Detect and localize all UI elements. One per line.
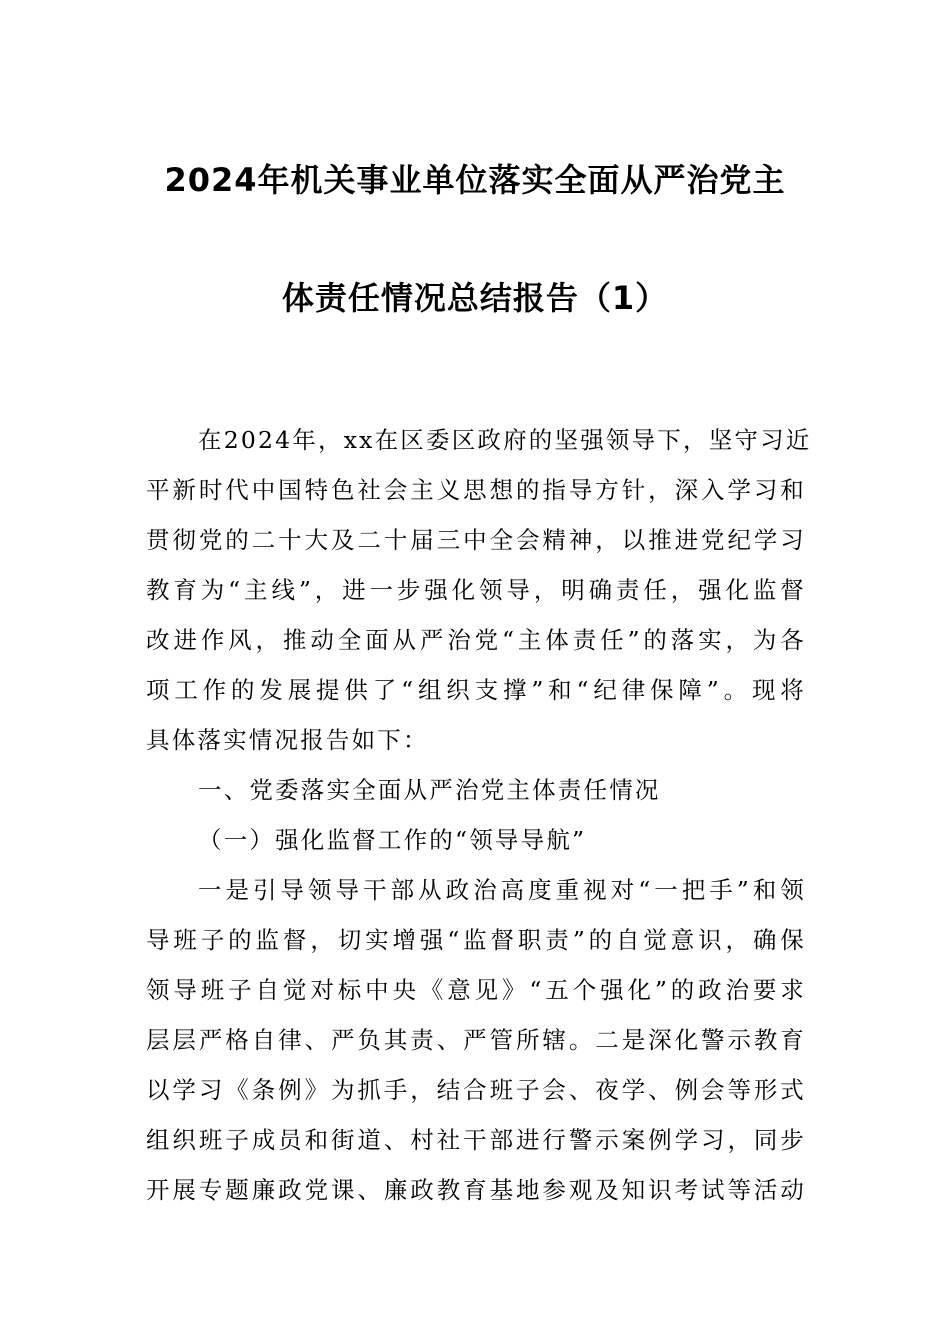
intro-line: 贯彻党的二十大及二十届三中全会精神，以推进党纪学习: [146, 526, 806, 554]
intro-line: 具体落实情况报告如下：: [146, 726, 429, 754]
intro-line: 改进作风，推动全面从严治党“主体责任”的落实，为各: [146, 626, 806, 654]
subsection-body-line: 以学习《条例》为抓手，结合班子会、夜学、例会等形式: [146, 1076, 806, 1104]
intro-line: 在2024年，xx在区委区政府的坚强领导下，坚守习近: [198, 426, 812, 454]
intro-line: 教育为“主线”，进一步强化领导，明确责任，强化监督: [146, 576, 806, 604]
subsection-body-line: 一是引导领导干部从政治高度重视对“一把手”和领: [198, 876, 806, 904]
document-title-line-1: 2024年机关事业单位落实全面从严治党主: [164, 161, 786, 199]
subsection-body-line: 领导班子自觉对标中央《意见》“五个强化”的政治要求: [146, 976, 806, 1004]
document-body: [146, 415, 812, 1215]
document-title-line-2: 体责任情况总结报告（1）: [281, 279, 669, 317]
subsection-heading: （一）强化监督工作的“领导导航”: [198, 826, 587, 854]
section-heading: 一、党委落实全面从严治党主体责任情况: [198, 776, 661, 804]
subsection-body-line: 层层严格自律、严负其责、严管所辖。二是深化警示教育: [146, 1026, 806, 1054]
subsection-body-line: 导班子的监督，切实增强“监督职责”的自觉意识，确保: [146, 926, 806, 954]
intro-line: 项工作的发展提供了“组织支撑”和“纪律保障”。现将: [146, 676, 806, 704]
subsection-body-line: 组织班子成员和街道、村社干部进行警示案例学习，同步: [146, 1126, 806, 1154]
subsection-body-line: 开展专题廉政党课、廉政教育基地参观及知识考试等活动: [146, 1176, 806, 1204]
intro-line: 平新时代中国特色社会主义思想的指导方针，深入学习和: [146, 476, 806, 504]
